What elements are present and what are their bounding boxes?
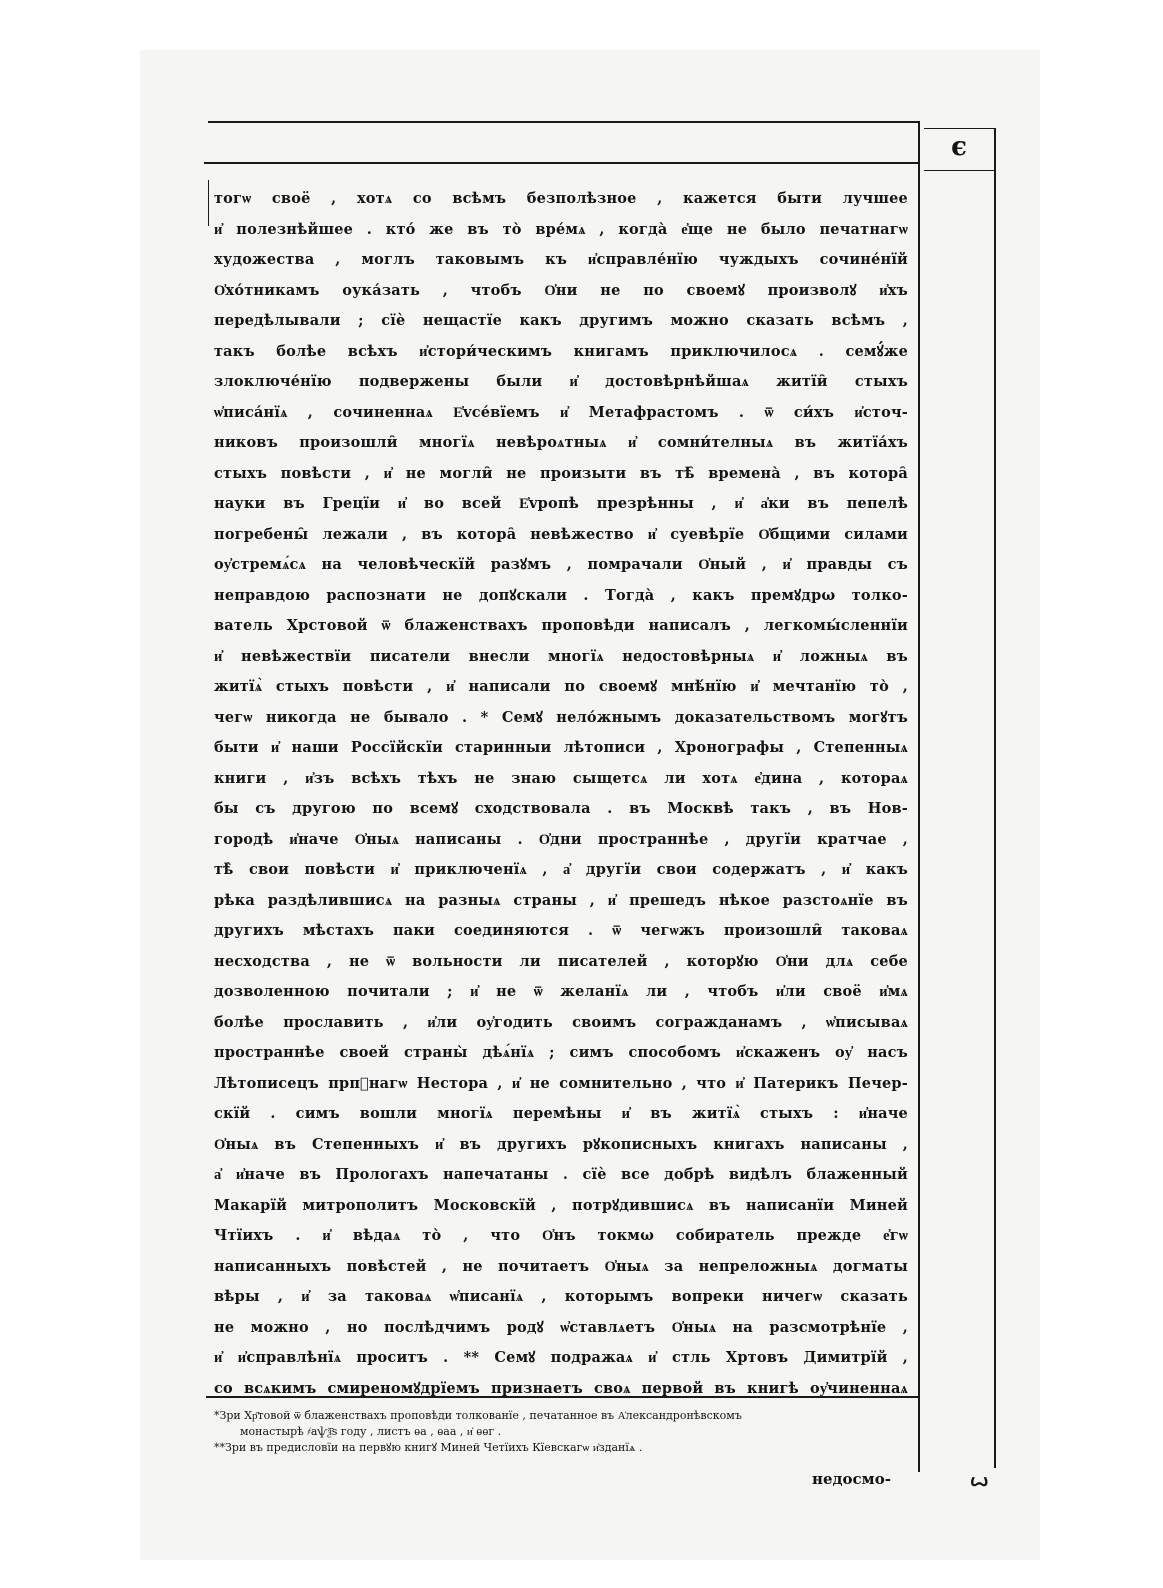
text-line: О҆хо́тникамъ оука́зать , чтобъ О҆ни не по своемꙋ произволꙋ и҆хъ bbox=[214, 281, 908, 299]
margin-mark: ꙍ bbox=[970, 1470, 989, 1491]
text-line: тогѡ своё , хотѧ со всѣмъ безполѣзное , кажется быти лучшее bbox=[214, 190, 908, 207]
text-line: неправдою распознати не допꙋскали . Тогда̀ , какъ премꙋдрω толко- bbox=[214, 586, 908, 604]
text-line: чегѡ никогда не бывало . * Семꙋ нело́жнымъ доказательствомъ могꙋтъ bbox=[214, 708, 908, 726]
text-line: ѡ҆писа́нїѧ , сочиненнаѧ Е҆vсе́вїемъ и҆ Метафрастомъ . ѿ си́хъ и҆сточ- bbox=[214, 403, 908, 421]
text-line: быти и҆ наши Россїйскїи старинныи лѣтописи , Хронографы , Степенныѧ bbox=[214, 739, 908, 756]
text-line: не можно , но послѣдчимъ родꙋ ѡ҆ставлѧетъ О҆ныѧ на разсмотрѣнїе , bbox=[214, 1318, 908, 1336]
footnotes bbox=[214, 1408, 908, 1456]
text-line: науки въ Грецїи и҆ во всей Е҆vропѣ презрѣнны , и҆ а҆ки въ пепелѣ bbox=[214, 495, 908, 512]
text-line: болѣе прославить , и҆ли оу҆годить своимъ согражданамъ , ѡ҆писываѧ bbox=[214, 1013, 908, 1031]
text-line: злоключе́нїю подвержены были и҆ достовѣрнѣйшаѧ житїи̑ стыхъ bbox=[214, 373, 908, 390]
text-line: дозволенною почитали ; и҆ не ѿ желанїѧ ли , чтобъ и҆ли своё и҆мѧ bbox=[214, 983, 908, 1000]
left-margin-tick bbox=[208, 180, 209, 226]
footnote-line: монастырѣ ҂аѱѯ҃ѕ году , листъ ѳа , ѳаа , и҆ ѳѳг . bbox=[240, 1425, 502, 1438]
text-line: ватель Хрстовой ѿ блаженствахъ проповѣди написалъ , легкомы́сленнїи bbox=[214, 617, 908, 634]
footnote-line: **Зри въ предисловїи на первꙋю книгꙋ Миней Четїихъ Кїевскагѡ и҆зданїѧ . bbox=[214, 1441, 643, 1454]
text-line: никовъ произошли̑ многїѧ невѣроѧтныѧ и҆ сомни́телныѧ въ житїа́хъ bbox=[214, 434, 908, 451]
text-line: Чтїихъ . и҆ вѣдаѧ то̀ , что О҆нъ токмω собиратель прежде е҆гѡ bbox=[214, 1227, 908, 1244]
margin-box-top-rule bbox=[924, 128, 996, 129]
text-line: художества , моглъ таковымъ къ и҆справле́нїю чуждыхъ сочине́нїй bbox=[214, 251, 908, 268]
text-line: и҆ невѣжествїи писатели внесли многїѧ недостовѣрныѧ и҆ ложныѧ въ bbox=[214, 647, 908, 665]
text-line: и҆ полезнѣйшее . кто́ же въ то̀ вре́мѧ , когда̀ е҆ще не было печатнагѡ bbox=[214, 220, 908, 238]
text-line: оу҆стремѧ́сѧ на человѣческїй разꙋмъ , помрачали О҆ный , и҆ правды съ bbox=[214, 556, 908, 573]
text-line: скїй . симъ вошли многїѧ перемѣны и҆ въ житїѧ̀ стыхъ : и҆наче bbox=[214, 1105, 908, 1122]
text-line: тѣ̀ свои повѣсти и҆ приключенїѧ , а҆ другїи свои содержатъ , и҆ какъ bbox=[214, 861, 908, 878]
footnote-line: *Зри Хр҃товой ѿ блаженствахъ проповѣди толкованїе , печатанное въ А҆лександронѣвскомъ bbox=[214, 1409, 742, 1422]
text-line: другихъ мѣстахъ паки соединяются . ѿ чегѡжъ произошли̑ таковаѧ bbox=[214, 922, 908, 939]
text-line: Макарїй митрополитъ Московскїй , потрꙋдившисѧ въ написанїи Миней bbox=[214, 1196, 908, 1214]
text-line: такъ болѣе всѣхъ и҆стори́ческимъ книгамъ приключилосѧ . семꙋ́же bbox=[214, 342, 908, 360]
text-line: написанныхъ повѣстей , не почитаетъ О҆ныѧ за непреложныѧ догматы bbox=[214, 1257, 908, 1275]
text-line: и҆ и҆справлѣнїѧ проситъ . ** Семꙋ подражаѧ и҆ стль Хртовъ Димитрїй , bbox=[214, 1349, 908, 1366]
margin-box-divider bbox=[924, 170, 996, 171]
page-number: є bbox=[951, 132, 967, 162]
text-line: стыхъ повѣсти , и҆ не могли̑ не произыти въ тѣ̑ времена̀ , въ котора̑ bbox=[214, 464, 908, 482]
text-line: со всѧкимъ смиреномꙋдрїемъ признаетъ своѧ первой въ книгѣ оу҆чиненнаѧ bbox=[214, 1379, 908, 1397]
text-line: рѣка раздѣлившисѧ на разныѧ страны , и҆ прешедъ нѣкое разстоѧнїе въ bbox=[214, 891, 908, 909]
text-line: книги , и҆зъ всѣхъ тѣхъ не знаю сыщетсѧ ли хотѧ е҆дина , котораѧ bbox=[214, 769, 908, 787]
text-line: житїѧ̀ стыхъ повѣсти , и҆ написали по своемꙋ мнѣ́нїю и҆ мечтанїю то̀ , bbox=[214, 678, 908, 695]
header-rule-upper bbox=[208, 121, 920, 123]
text-line: передѣлывали ; сїѐ нещастїе какъ другимъ можно сказать всѣмъ , bbox=[214, 312, 908, 329]
text-column-right-rule bbox=[918, 122, 920, 1472]
text-line: Лѣтописецъ прпⷣнагѡ Нестора , и҆ не сомнительно , что и҆ Патерикъ Печер- bbox=[214, 1074, 908, 1092]
text-line: вѣры , и҆ за таковаѧ ѡ҆писанїѧ , которымъ вопреки ничегѡ сказать bbox=[214, 1288, 908, 1305]
text-line: бы съ другою по всемꙋ сходствовала . въ Москвѣ такъ , въ Нов- bbox=[214, 800, 908, 817]
catchword: недосмо- bbox=[812, 1470, 891, 1488]
body-text bbox=[214, 184, 908, 1404]
outer-margin-rule bbox=[994, 128, 996, 1468]
text-line: городѣ и҆наче О҆ныѧ написаны . О҆дни пространнѣе , другїи кратчае , bbox=[214, 830, 908, 848]
text-line: О҆ныѧ въ Степенныхъ и҆ въ другихъ рꙋкописныхъ книгахъ написаны , bbox=[214, 1135, 908, 1153]
header-rule-lower bbox=[204, 162, 920, 164]
text-line: пространнѣе своей страны̀ дѣѧ́нїѧ ; симъ способомъ и҆скаженъ оу҆ насъ bbox=[214, 1044, 908, 1061]
text-line: несходства , не ѿ вольности ли писателей , которꙋю О҆ни длѧ себе bbox=[214, 952, 908, 970]
text-line: а҆ и҆наче въ Прологахъ напечатаны . сїѐ все добрѣ видѣлъ блаженный bbox=[214, 1166, 908, 1183]
text-line: погребены̑ лежали , въ котора̑ невѣжество и҆ суевѣрїе О҆бщими силами bbox=[214, 525, 908, 543]
